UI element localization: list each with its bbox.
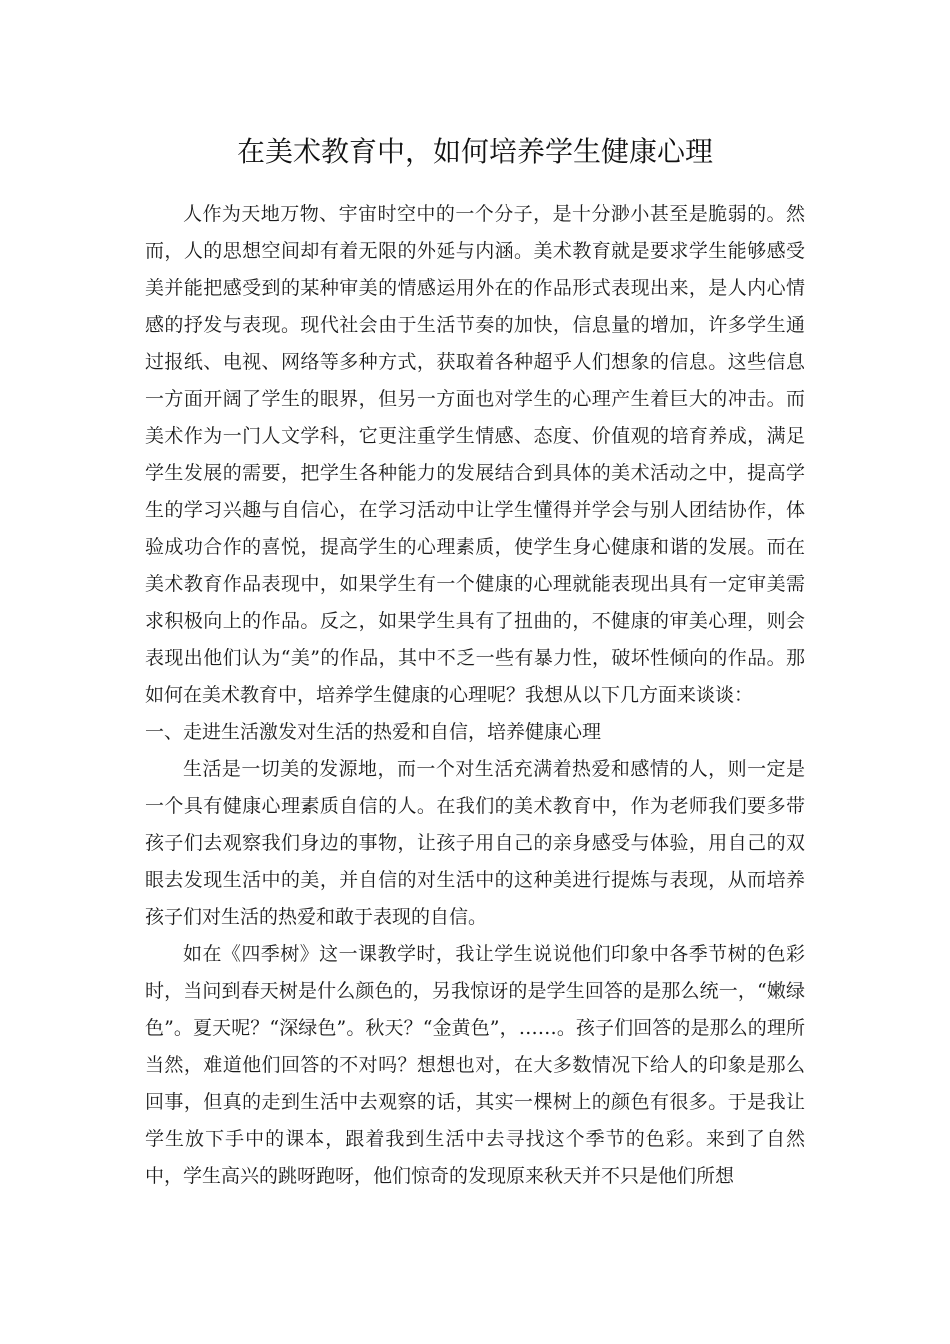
section-heading-1: 一、走进生活激发对生活的热爱和自信，培养健康心理 <box>145 721 602 743</box>
paragraph-example: 如在《四季树》这一课教学时，我让学生说说他们印象中各季节树的色彩时，当问到春天树是什么颜色的，另我惊讶的是学生回答的是那么统一，“嫩绿色”。夏天呢？“深绿色”。秋天？“金黄色”，……。孩子们回答的是那么的理所当然，难道他们回答的不对吗？想想也对，在大多数情况下给人的印象是那么回事，但真的走到生活中去观察的话，其实一棵树上的颜色有很多。于是我让学生放下手中的课本，跟着我到生活中去寻找这个季节的色彩。来到了自然中，学生高兴的跳呀跑呀，他们惊奇的发现原来秋天并不只是他们所想 <box>145 943 805 1187</box>
paragraph-life: 生活是一切美的发源地，而一个对生活充满着热爱和感情的人，则一定是一个具有健康心理素质自信的人。在我们的美术教育中，作为老师我们要多带孩子们去观察我们身边的事物，让孩子用自己的亲身感受与体验，用自己的双眼去发现生活中的美，并自信的对生活中的这种美进行提炼与表现，从而培养孩子们对生活的热爱和敢于表现的自信。 <box>145 758 805 928</box>
paragraph-intro: 人作为天地万物、宇宙时空中的一个分子，是十分渺小甚至是脆弱的。然而，人的思想空间却有着无限的外延与内涵。美术教育就是要求学生能够感受美并能把感受到的某种审美的情感运用外在的作品形式表现出来，是人内心情感的抒发与表现。现代社会由于生活节奏的加快，信息量的增加，许多学生通过报纸、电视、网络等多种方式，获取着各种超乎人们想象的信息。这些信息一方面开阔了学生的眼界，但另一方面也对学生的心理产生着巨大的冲击。而美术作为一门人文学科，它更注重学生情感、态度、价值观的培育养成，满足学生发展的需要，把学生各种能力的发展结合到具体的美术活动之中，提高学生的学习兴趣与自信心，在学习活动中让学生懂得并学会与别人团结协作，体验成功合作的喜悦，提高学生的心理素质，使学生身心健康和谐的发展。而在美术教育作品表现中，如果学生有一个健康的心理就能表现出具有一定审美需求积极向上的作品。反之，如果学生具有了扭曲的，不健康的审美心理，则会表现出他们认为“美”的作品，其中不乏一些有暴力性，破坏性倾向的作品。那如何在美术教育中，培养学生健康的心理呢？我想从以下几方面来谈谈： <box>145 203 805 706</box>
document-body <box>145 196 805 1195</box>
document-title: 在美术教育中，如何培养学生健康心理 <box>236 135 713 168</box>
